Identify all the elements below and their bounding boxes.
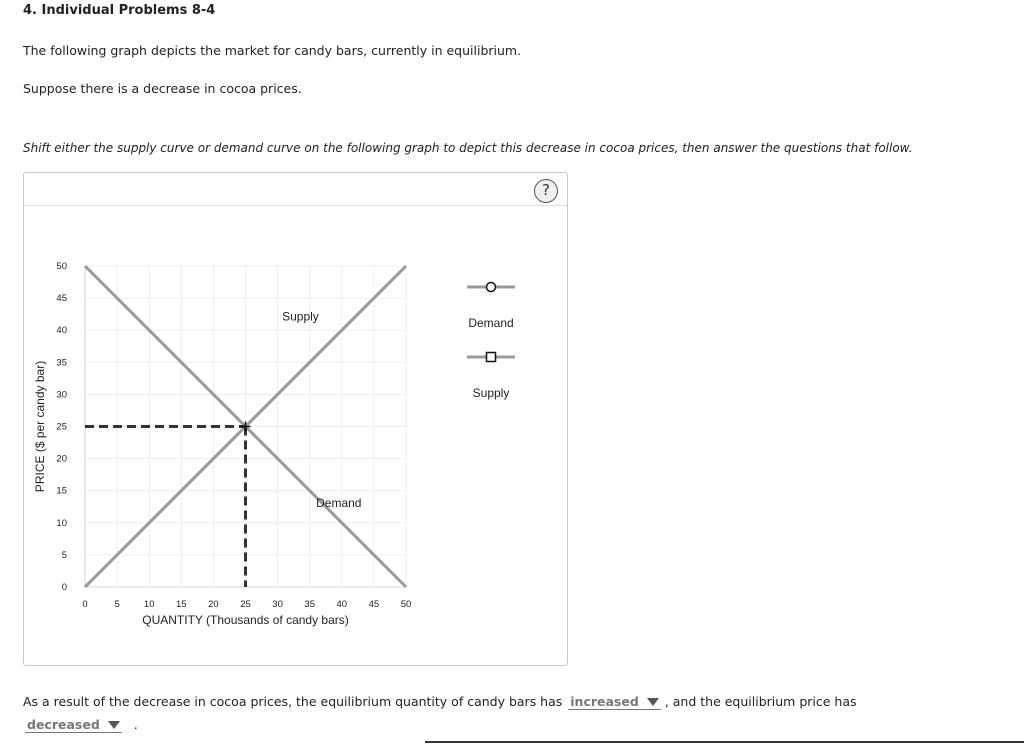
x-tick-label: 50 xyxy=(400,599,412,610)
y-tick-label: 30 xyxy=(56,389,67,401)
graph-panel xyxy=(23,172,568,666)
legend-label-demand: Demand xyxy=(468,316,514,330)
answer-text-part2: , and the equilibrium price has xyxy=(664,694,857,709)
y-tick-label: 45 xyxy=(56,293,67,305)
y-axis-title: PRICE ($ per candy bar) xyxy=(33,360,47,493)
quantity-change-value: increased xyxy=(570,694,639,709)
bottom-divider xyxy=(425,741,1024,743)
x-tick-label: 40 xyxy=(336,599,348,610)
problem-title: 4. Individual Problems 8-4 xyxy=(23,3,216,18)
y-tick-label: 10 xyxy=(56,517,67,529)
y-tick-label: 35 xyxy=(56,357,67,369)
supposition-text: Suppose there is a decrease in cocoa prices. xyxy=(23,81,302,96)
price-change-dropdown[interactable] xyxy=(25,717,122,733)
y-tick-label: 40 xyxy=(56,325,67,337)
answer-sentence xyxy=(23,694,857,710)
demand-curve-label: Demand xyxy=(316,495,362,510)
x-tick-label: 35 xyxy=(304,599,315,610)
answer-text-part1: As a result of the decrease in cocoa prices, the equilibrium quantity of candy bars has xyxy=(23,694,563,709)
supply-curve-label: Supply xyxy=(282,309,319,324)
chevron-down-icon xyxy=(108,721,120,729)
x-tick-label: 20 xyxy=(208,599,219,610)
x-tick-label: 25 xyxy=(240,599,251,610)
y-tick-label: 20 xyxy=(56,453,67,465)
quantity-change-dropdown[interactable] xyxy=(568,694,661,710)
circle-marker-icon xyxy=(487,283,496,292)
square-marker-icon xyxy=(487,353,496,362)
x-tick-label: 15 xyxy=(176,599,187,610)
help-icon[interactable]: ? xyxy=(534,179,558,203)
y-tick-label: 50 xyxy=(56,261,67,272)
x-tick-label: 10 xyxy=(143,599,155,610)
x-tick-label: 45 xyxy=(368,599,380,610)
x-axis-title: QUANTITY (Thousands of candy bars) xyxy=(142,613,349,627)
x-tick-label: 0 xyxy=(82,599,88,610)
instruction-text: Shift either the supply curve or demand curve on the following graph to depict this decrease in cocoa prices, then answer the questions that follow. xyxy=(23,141,913,155)
legend-tool-demand[interactable] xyxy=(467,283,515,292)
y-tick-label: 25 xyxy=(56,421,67,433)
y-tick-label: 5 xyxy=(61,549,67,561)
chevron-down-icon xyxy=(647,698,659,706)
answer-period: . xyxy=(133,717,138,732)
x-tick-label: 5 xyxy=(114,599,120,610)
legend-label-supply: Supply xyxy=(472,386,510,400)
y-tick-label: 0 xyxy=(61,582,67,593)
market-chart[interactable] xyxy=(24,173,569,667)
intro-text: The following graph depicts the market for candy bars, currently in equilibrium. xyxy=(23,43,522,58)
legend-tool-supply[interactable] xyxy=(467,353,515,362)
y-tick-label: 15 xyxy=(56,485,67,497)
price-change-value: decreased xyxy=(27,717,100,732)
answer-sentence-continued xyxy=(23,717,138,733)
x-tick-label: 30 xyxy=(272,599,283,610)
